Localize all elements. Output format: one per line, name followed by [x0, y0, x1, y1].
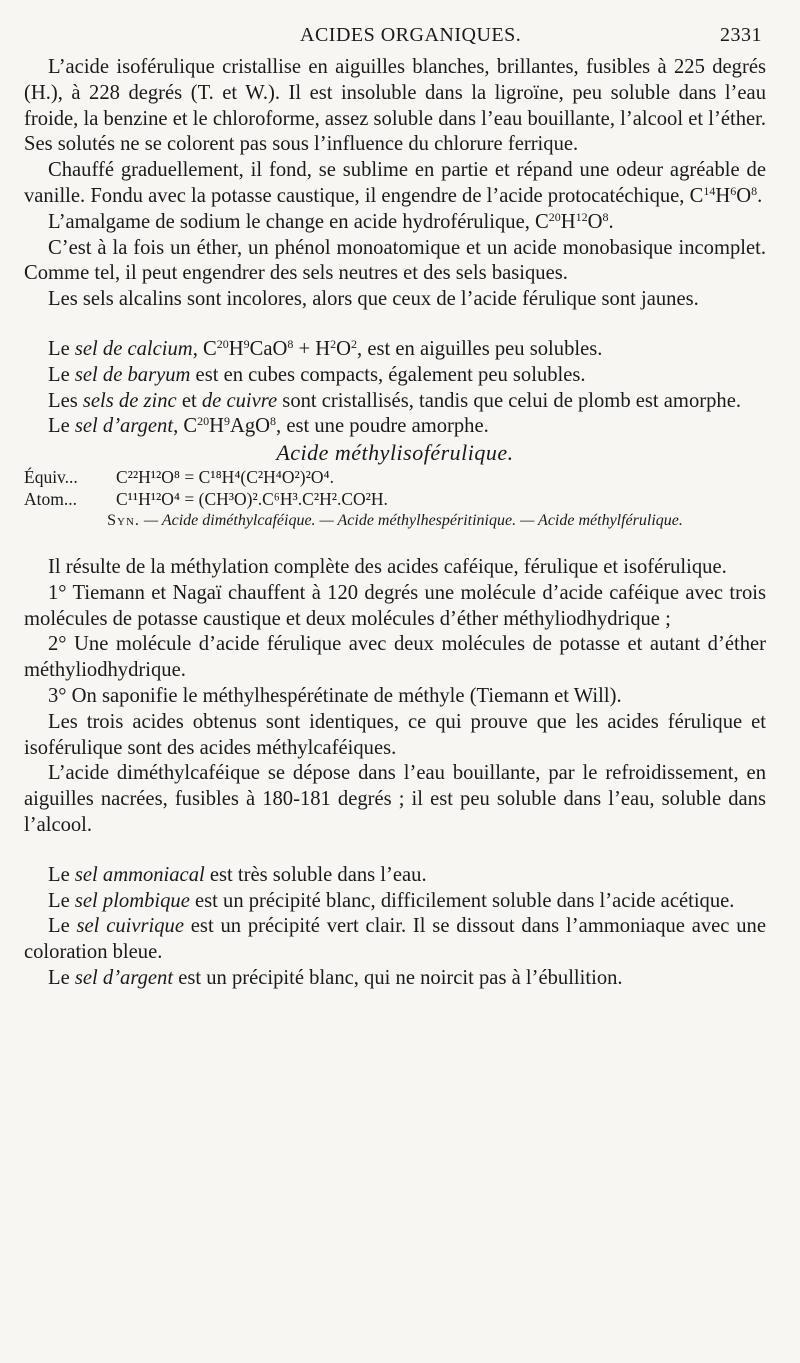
formula-equiv: Équiv... C²²H¹²O⁸ = C¹⁸H⁴(C²H⁴O²)²O⁴.	[24, 466, 334, 487]
paragraph-identical-acids: Les trois acides obtenus sont identiques, ce qui prouve que les acides férulique et isoférulique sont des acides méthylcaféiques.	[24, 710, 766, 759]
paragraph-method-2: 2° Une molécule d’acide férulique avec deux molécules de potasse et autant d’éther méthyliodhydrique.	[24, 633, 766, 682]
paragraph-silver-salt-2: Le sel d’argent est un précipité blanc, qui ne noircit pas à l’ébullition.	[48, 966, 623, 989]
paragraph-calcium-salt: Le sel de calcium, $C^{20}H^9CaO^8 + H^2O^2$, est en aiguilles peu solubles.	[48, 336, 603, 360]
running-title: ACIDES ORGANIQUES.	[300, 24, 522, 46]
paragraph-ether-phenol: C’est à la fois un éther, un phénol monoatomique et un acide monobasique incomplet. Comme tel, il peut engendrer des sels neutres et des sels basiques.	[24, 236, 766, 285]
page-header	[0, 22, 800, 52]
paragraph-method-1: 1° Tiemann et Nagaï chauffent à 120 degrés une molécule d’acide caféique avec trois molécules de potasse caustique et deux molécules d’éther méthyliodhydrique ;	[24, 581, 766, 630]
section-title: Acide méthylisoférulique.	[276, 440, 514, 466]
synonyms: Syn. — Acide diméthylcaféique. — Acide méthylhespéritinique. — Acide méthylférulique.	[107, 511, 683, 529]
paragraph-alkaline-salts: Les sels alcalins sont incolores, alors que ceux de l’acide férulique sont jaunes.	[48, 288, 699, 311]
paragraph-dimethylcaffeic-properties: L’acide diméthylcaféique se dépose dans l’eau bouillante, par le refroidissement, en aiguilles nacrées, fusibles à 180-181 degrés ; il est peu soluble dans l’eau, soluble dans l’alcool.	[24, 762, 766, 836]
paragraph-zinc-copper-salts: Les sels de zinc et de cuivre sont cristallisés, tandis que celui de plomb est amorphe.	[48, 389, 741, 412]
paragraph-heating: Chauffé graduellement, il fond, se sublime en partie et répand une odeur agréable de vanille. Fondu avec la potasse caustique, il engendre de l’acide protocatéchique, $C^{14}H^6O^8$.	[24, 159, 766, 207]
page-number: 2331	[720, 24, 762, 46]
paragraph-amalgam: L’amalgame de sodium le change en acide hydroférulique, $C^{20}H^{12}O^8$.	[48, 209, 614, 233]
paragraph-isoferulic-properties: L’acide isoférulique cristallise en aiguilles blanches, brillantes, fusibles à 225 degrés (H.), à 228 degrés (T. et W.). Il est insoluble dans la ligroïne, peu soluble dans l’eau froide, la benzine et le chloroforme, assez soluble dans l’eau bouillante, l’alcool et l’éther. Ses solutés ne se colorent pas sous l’influence du chlorure ferrique.	[24, 56, 766, 156]
body-text	[24, 55, 766, 992]
paragraph-ammonium-salt: Le sel ammoniacal est très soluble dans l’eau.	[48, 863, 427, 886]
paragraph-method-3: 3° On saponifie le méthylhespérétinate de méthyle (Tiemann et Will).	[48, 684, 622, 707]
formula-atom: Atom... C¹¹H¹²O⁴ = (CH³O)².C⁶H³.C²H².CO²H.	[24, 488, 388, 509]
paragraph-copper-salt: Le sel cuivrique est un précipité vert clair. Il se dissout dans l’ammoniaque avec une coloration bleue.	[24, 915, 766, 964]
paragraph-lead-salt: Le sel plombique est un précipité blanc, difficilement soluble dans l’acide acétique.	[48, 889, 735, 912]
paragraph-methylation: Il résulte de la méthylation complète des acides caféique, férulique et isoférulique.	[48, 555, 727, 578]
paragraph-barium-salt: Le sel de baryum est en cubes compacts, également peu solubles.	[48, 363, 586, 386]
paragraph-silver-salt: Le sel d’argent, $C^{20}H^9AgO^8$, est une poudre amorphe.	[48, 414, 489, 438]
